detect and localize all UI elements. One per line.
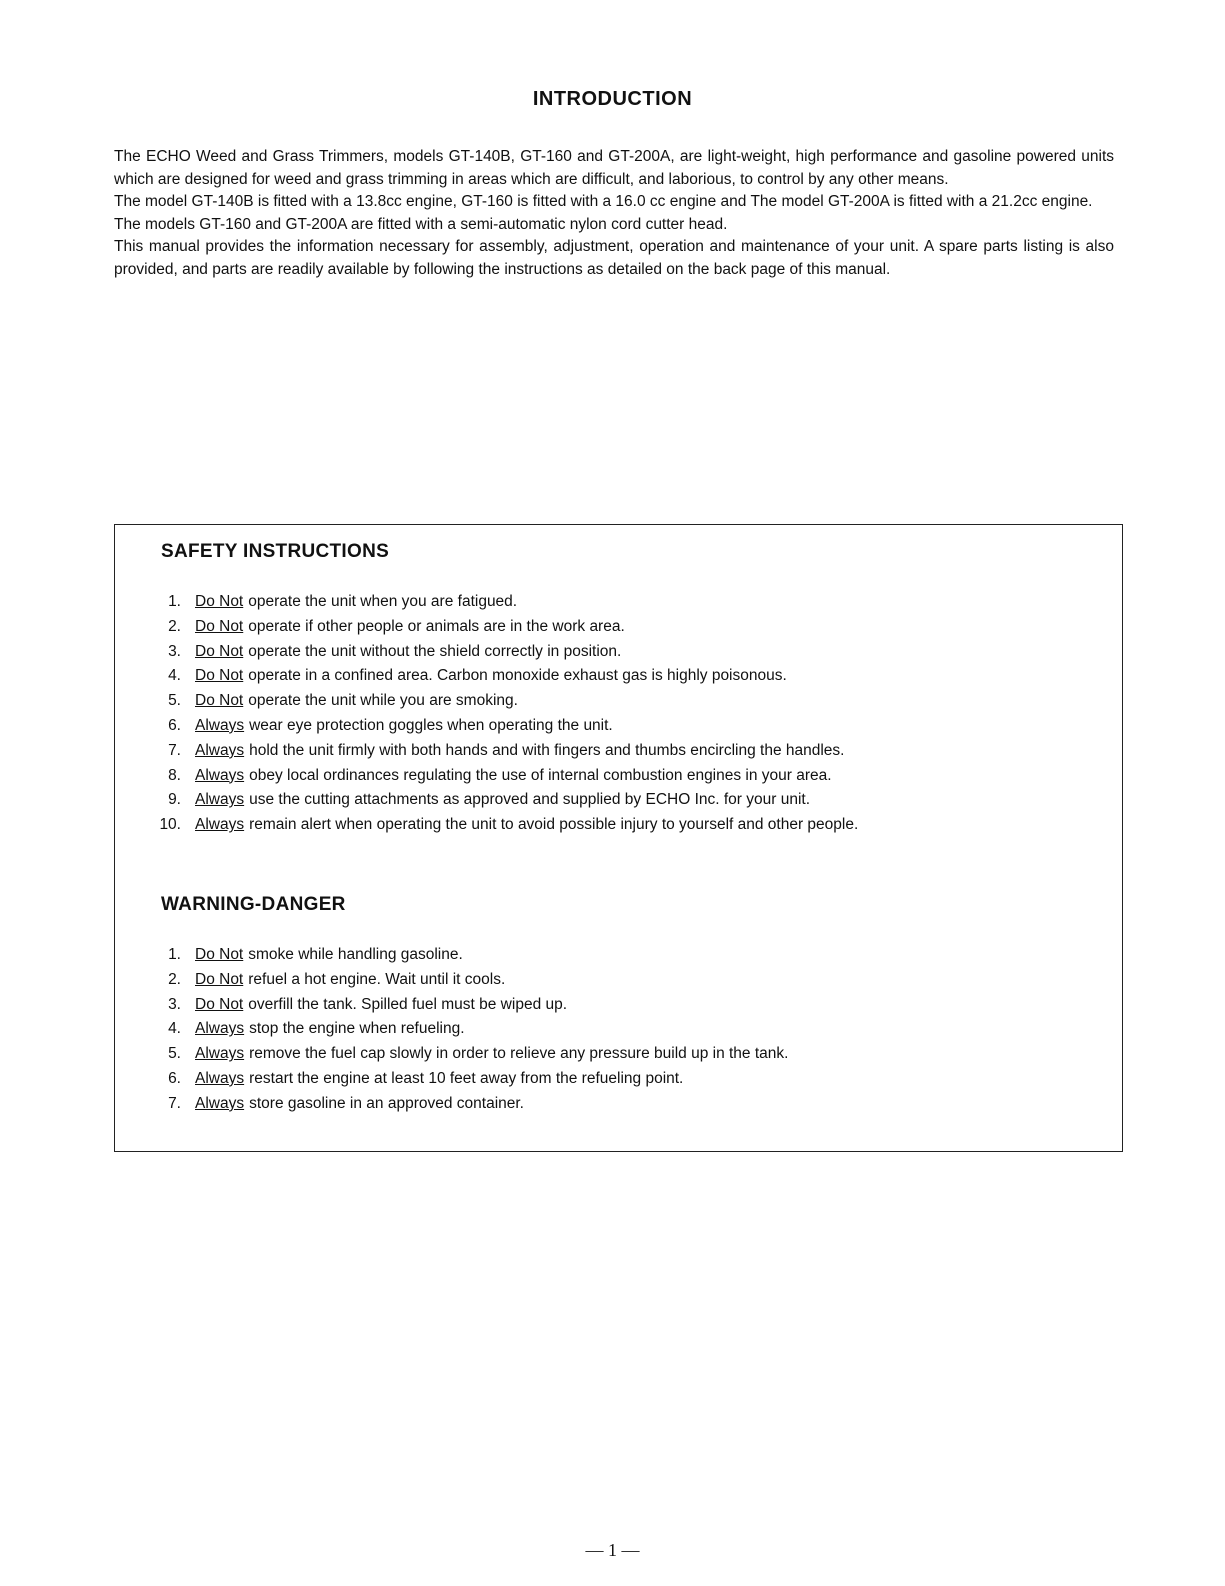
item-number: 1.	[168, 593, 181, 610]
item-number: 5.	[168, 692, 181, 710]
item-text: wear eye protection goggles when operating the unit.	[249, 716, 613, 734]
item-keyword: Always	[195, 1045, 245, 1063]
list-item	[153, 968, 788, 993]
intro-paragraph: This manual provides the information necessary for assembly, adjustment, operation and maintenance of your unit. A spare parts listing is also provided, and parts are readily available by following the instructions as detailed on the back page of this manual.	[114, 238, 1114, 278]
item-number: 6.	[168, 1069, 181, 1087]
item-number: 7.	[168, 741, 181, 759]
item-number: 5.	[168, 1045, 181, 1063]
item-text: remain alert when operating the unit to avoid possible injury to yourself and other people.	[249, 816, 859, 834]
item-keyword: Do Not	[195, 946, 244, 963]
list-item	[153, 640, 858, 665]
item-text: operate the unit while you are smoking.	[248, 692, 518, 710]
item-text: use the cutting attachments as approved and supplied by ECHO Inc. for your unit.	[249, 791, 811, 809]
intro-section	[114, 146, 1114, 281]
list-item	[153, 1092, 788, 1117]
item-number: 10.	[159, 816, 181, 834]
list-item	[153, 764, 858, 789]
list-item	[153, 1042, 788, 1067]
item-keyword: Do Not	[195, 667, 244, 685]
item-number: 7.	[168, 1094, 181, 1112]
list-item	[153, 590, 858, 615]
item-keyword: Do Not	[195, 617, 244, 635]
list-item	[153, 1067, 788, 1092]
list-item	[153, 739, 858, 764]
intro-paragraph: The model GT-140B is fitted with a 13.8cc engine, GT-160 is fitted with a 16.0 cc engine and The model GT-200A is fitted with a 21.2cc engine.	[114, 193, 1093, 210]
item-number: 6.	[168, 716, 181, 734]
list-item	[153, 943, 788, 968]
item-text: operate if other people or animals are in the work area.	[248, 617, 625, 635]
safety-box	[114, 524, 1123, 1152]
safety-heading: SAFETY INSTRUCTIONS	[161, 541, 390, 562]
item-number: 2.	[168, 617, 181, 635]
list-item	[153, 689, 858, 714]
item-keyword: Do Not	[195, 970, 244, 988]
list-item	[153, 1017, 788, 1042]
warning-list	[153, 943, 788, 1117]
item-number: 4.	[168, 667, 181, 685]
item-number: 4.	[168, 1020, 181, 1038]
page-number: — 1 —	[585, 1540, 640, 1560]
item-keyword: Always	[195, 1069, 245, 1087]
list-item	[153, 993, 788, 1018]
item-number: 8.	[168, 766, 181, 784]
item-keyword: Always	[195, 1020, 245, 1038]
item-keyword: Do Not	[195, 995, 244, 1013]
item-keyword: Do Not	[195, 692, 244, 710]
item-keyword: Always	[195, 716, 245, 734]
item-number: 2.	[168, 970, 181, 988]
intro-paragraph: The ECHO Weed and Grass Trimmers, models GT-140B, GT-160 and GT-200A, are light-weight, high performance and gasoline powered units which are designed for weed and grass trimming in areas which are difficult, and laborious, to control by any other means.	[114, 148, 1114, 188]
item-keyword: Always	[195, 816, 245, 834]
item-text: store gasoline in an approved container.	[249, 1094, 524, 1112]
item-number: 3.	[168, 642, 181, 660]
item-keyword: Do Not	[195, 642, 244, 660]
item-keyword: Do Not	[195, 593, 244, 610]
item-text: operate in a confined area. Carbon monoxide exhaust gas is highly poisonous.	[248, 667, 787, 685]
safety-list	[153, 590, 858, 838]
item-text: remove the fuel cap slowly in order to relieve any pressure build up in the tank.	[249, 1045, 789, 1063]
item-text: stop the engine when refueling.	[249, 1020, 465, 1038]
item-text: overfill the tank. Spilled fuel must be wiped up.	[248, 995, 568, 1013]
item-text: obey local ordinances regulating the use of internal combustion engines in your area.	[249, 766, 832, 784]
list-item	[153, 714, 858, 739]
list-item	[153, 813, 858, 838]
intro-paragraph: The models GT-160 and GT-200A are fitted with a semi-automatic nylon cord cutter head.	[114, 215, 728, 233]
item-text: refuel a hot engine. Wait until it cools.	[248, 970, 506, 988]
item-text: hold the unit firmly with both hands and with fingers and thumbs encircling the handles.	[249, 741, 845, 759]
list-item	[153, 664, 858, 689]
item-text: operate the unit without the shield correctly in position.	[248, 642, 622, 660]
page-title: INTRODUCTION	[532, 88, 693, 110]
warning-heading: WARNING-DANGER	[161, 894, 346, 915]
item-keyword: Always	[195, 791, 245, 809]
list-item	[153, 615, 858, 640]
item-keyword: Always	[195, 741, 245, 759]
item-keyword: Always	[195, 766, 245, 784]
list-item	[153, 788, 858, 813]
item-number: 1.	[168, 946, 181, 963]
item-number: 3.	[168, 995, 181, 1013]
item-text: smoke while handling gasoline.	[248, 946, 463, 963]
item-text: operate the unit when you are fatigued.	[248, 593, 518, 610]
item-number: 9.	[168, 791, 181, 809]
item-text: restart the engine at least 10 feet away from the refueling point.	[249, 1069, 684, 1087]
item-keyword: Always	[195, 1094, 245, 1112]
